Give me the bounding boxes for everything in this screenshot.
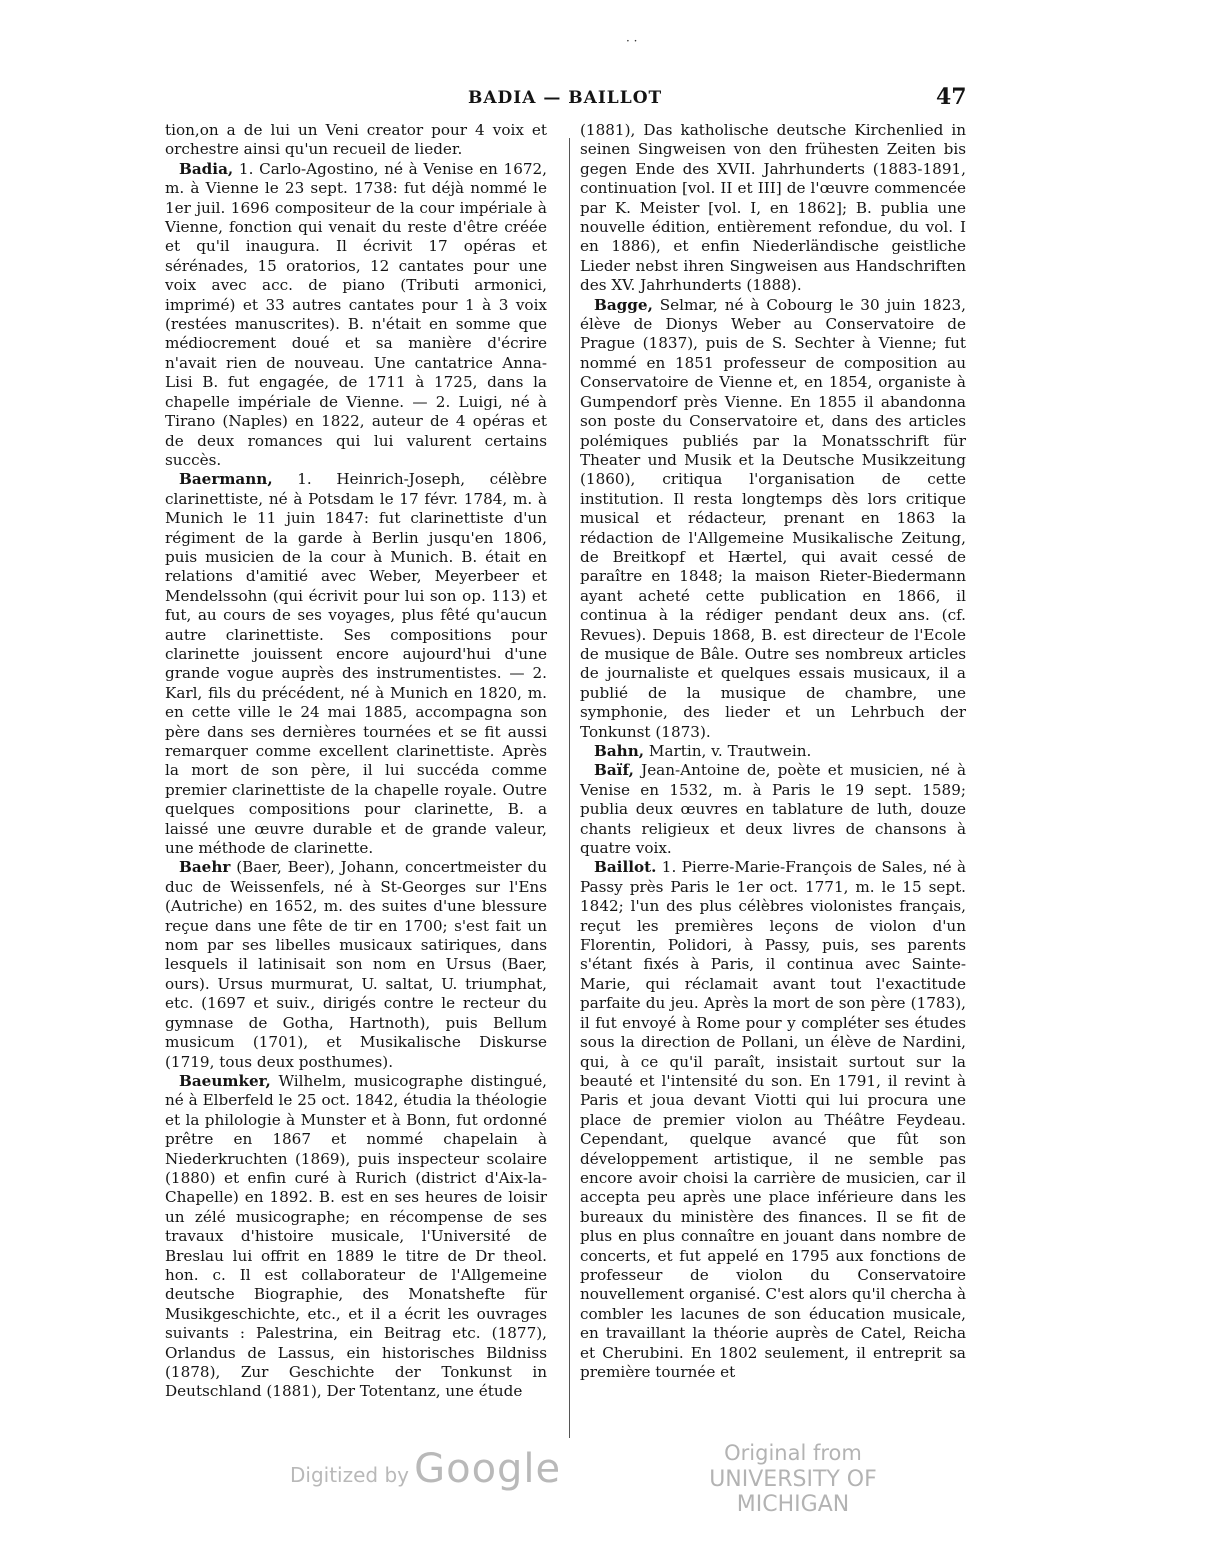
original-from-text: Original from <box>724 1441 862 1465</box>
entry-text: 1. Heinrich-Joseph, célèbre clarinettiste, né à Potsdam le 17 févr. 1784, m. à Munich le 11 juin 1847: fut clarinettiste d'un régiment de la garde à Berlin jusqu'en 1806, puis musicien de la cour à Munich. B. était en relations d'amitié avec Weber, Meyerbeer et Mendelssohn (qui écrivit pour lui son op. 113) et fut, au cours de ses voyages, plus fêté qu'aucun autre clarinettiste. Ses compositions pour clarinette jouissent encore aujourd'hui d'une grande vogue auprès des instrumentistes. — 2. Karl, fils du précédent, né à Munich en 1820, m. en cette ville le 24 mai 1885, accompagna son père dans ses dernières tournées et se fit aussi remarquer comme excellent clarinettiste. Après la mort de son père, il lui succéda comme premier clarinettiste de la chapelle royale. Outre quelques compositions pour clarinette, B. a laissé une œuvre durable et de grande valeur, une méthode de clarinette. <box>165 470 547 858</box>
right-column <box>580 121 966 1382</box>
entry-text: tion,on a de lui un Veni creator pour 4 voix et orchestre ainsi qu'un recueil de lieder. <box>165 121 547 159</box>
entry-head: Baillot. <box>594 858 657 877</box>
entry-paragraph <box>580 742 966 761</box>
page-number: 47 <box>936 84 967 110</box>
google-logo: Google <box>414 1446 562 1492</box>
entry-text: (1881), Das katholische deutsche Kirchenlied in seinen Singweisen von den frühesten Zeiten bis gegen Ende des XVII. Jahrhunderts (1883-1891, continuation [vol. II et III] de l'œuvre commencée par K. Meister [vol. I, en 1862]; B. publia une nouvelle édition, entièrement refondue, du vol. I en 1886), et enfin Niederländische geistliche Lieder nebst ihren Singweisen aus Handschriften des XV. Jahrhunderts (1888). <box>580 121 966 295</box>
entry-text: Wilhelm, musicographe distingué, né à Elberfeld le 25 oct. 1842, étudia la théologie et la philologie à Munster et à Bonn, fut ordonné prêtre en 1867 et nommé chapelain à Niederkruchten (1869), puis inspecteur scolaire (1880) et enfin curé à Rurich (district d'Aix-la-Chapelle) en 1892. B. est en ses heures de loisir un zélé musicographe; en récompense de ses travaux d'histoire musicale, l'Université de Breslau lui offrit en 1889 le titre de Dr theol. hon. c. Il est collaborateur de l'Allgemeine deutsche Biographie, des Monatshefte für Musikgeschichte, etc., et il a écrit les ouvrages suivants : Palestrina, ein Beitrag etc. (1877), Orlandus de Lassus, ein historisches Bildniss (1878), Zur Geschichte der Tonkunst in Deutschland (1881), Der Totentanz, une étude <box>165 1071 548 1401</box>
entry-head: Baeumker, <box>179 1071 271 1090</box>
entry-paragraph <box>165 1072 547 1402</box>
entry-head: Badia, <box>179 159 234 178</box>
entry-paragraph <box>580 121 966 296</box>
original-from-watermark <box>668 1441 918 1517</box>
entry-text: Martin, v. Trautwein. <box>648 742 812 760</box>
entry-paragraph <box>580 761 966 858</box>
entry-paragraph <box>165 160 547 471</box>
entry-head: Bahn, <box>594 742 645 760</box>
university-text: UNIVERSITY OF MICHIGAN <box>709 1467 877 1517</box>
running-head: BADIA — BAILLOT <box>468 88 663 108</box>
left-column <box>165 121 547 1402</box>
entry-head: Baermann, <box>179 470 273 489</box>
entry-head: Baehr <box>179 858 231 877</box>
column-rule <box>569 138 570 1438</box>
digitized-by-watermark <box>290 1446 561 1492</box>
digitized-by-text: Digitized by <box>290 1463 409 1487</box>
entry-text: 1. Pierre-Marie-François de Sales, né à Passy près Paris le 1er oct. 1771, m. le 15 sept. 1842; l'un des plus célèbres violonistes français, reçut les premières leçons de violon d'un Florentin, Polidori, à Passy, puis, ses parents s'étant fixés à Paris, il continua avec Sainte-Marie, qui réclamait avant tout l'exactitude parfaite du jeu. Après la mort de son père (1783), il fut envoyé à Rome pour y compléter ses études sous la direction de Pollani, un élève de Nardini, qui, à ce qu'il paraît, insistait surtout sur la beauté et l'intensité du son. En 1791, il revint à Paris et joua devant Viotti qui lui procura une place de premier violon au Théâtre Feydeau. Cependant, quelque avancé que fût son développement artistique, il ne semble pas encore avoir choisi la carrière de musicien, car il accepta peu après une place inférieure dans les bureaux du ministère des finances. Il se fit de plus en plus connaître en jouant dans nombre de concerts, et fut appelé en 1795 aux fonctions de professeur de violon du Conservatoire nouvellement organisé. C'est alors qu'il chercha à combler les lacunes de son éducation musicale, en travaillant la théorie auprès de Catel, Reicha et Cherubini. En 1802 seulement, il entreprit sa première tournée et <box>580 858 966 1381</box>
entry-paragraph <box>165 470 547 858</box>
entry-paragraph <box>165 121 547 160</box>
entry-head: Bagge, <box>594 295 653 314</box>
entry-paragraph <box>580 858 966 1382</box>
page-marks: · · <box>626 34 638 48</box>
entry-text: Selmar, né à Cobourg le 30 juin 1823, élève de Dionys Weber au Conservatoire de Prague (1837), puis de S. Sechter à Vienne; fut nommé en 1851 professeur de composition au Conservatoire de Vienne et, en 1854, organiste à Gumpendorf près Vienne. En 1855 il abandonna son poste du Conservatoire et, dans des articles polémiques publiés par la Monatsschrift für Theater und Musik et la Deutsche Musikzeitung (1860), critiqua l'organisation de cette institution. Il resta longtemps dès lors critique musical et rédacteur, prenant en 1863 la rédaction de l'Allgemeine Musikalische Zeitung, de Breitkopf et Hærtel, qui avait cessé de paraître en 1848; la maison Rieter-Biedermann ayant acheté cette publication en 1866, il continua à la rédiger pendant deux ans. (cf. Revues). Depuis 1868, B. est directeur de l'Ecole de musique de Bâle. Outre ses nombreux articles de journaliste et quelques essais musicaux, il a publié de la musique de chambre, une symphonie, des lieder et un Lehrbuch der Tonkunst (1873). <box>580 295 966 741</box>
entry-paragraph <box>165 858 547 1071</box>
entry-paragraph <box>580 296 966 742</box>
entry-text: (Baer, Beer), Johann, concertmeister du duc de Weissenfels, né à St-Georges sur l'Ens (Autriche) en 1652, m. des suites d'une blessure reçue dans une fête de tir en 1700; s'est fait un nom par ses libelles musicaux satiriques, dans lesquels il latinisait son nom en Ursus (Baer, ours). Ursus murmurat, U. saltat, U. triumphat, etc. (1697 et suiv., dirigés contre le recteur du gymnase de Gotha, Hartnoth), puis Bellum musicum (1701), et Musikalische Diskurse (1719, tous deux posthumes). <box>165 858 547 1071</box>
entry-head: Baïf, <box>594 761 634 780</box>
entry-text: Jean-Antoine de, poète et musicien, né à Venise en 1532, m. à Paris le 19 sept. 1589; publia deux œuvres en tablature de luth, douze chants religieux et deux livres de chansons à quatre voix. <box>580 761 966 858</box>
entry-text: 1. Carlo-Agostino, né à Venise en 1672, m. à Vienne le 23 sept. 1738: fut déjà nommé le 1er juil. 1696 compositeur de la cour impériale à Vienne, fonction qui venait du reste d'être créée et qu'il inaugura. Il écrivit 17 opéras et sérénades, 15 oratorios, 12 cantates pour une voix avec acc. de piano (Tributi armonici, imprimé) et 33 autres cantates pour 1 à 3 voix (restées manuscrites). B. n'était en somme que médiocrement doué et sa manière d'écrire n'avait rien de nouveau. Une cantatrice Anna-Lisi B. fut engagée, de 1711 à 1725, dans la chapelle impériale de Vienne. — 2. Luigi, né à Tirano (Naples) en 1822, auteur de 4 opéras et de deux romances qui lui valurent certains succès. <box>165 159 548 469</box>
